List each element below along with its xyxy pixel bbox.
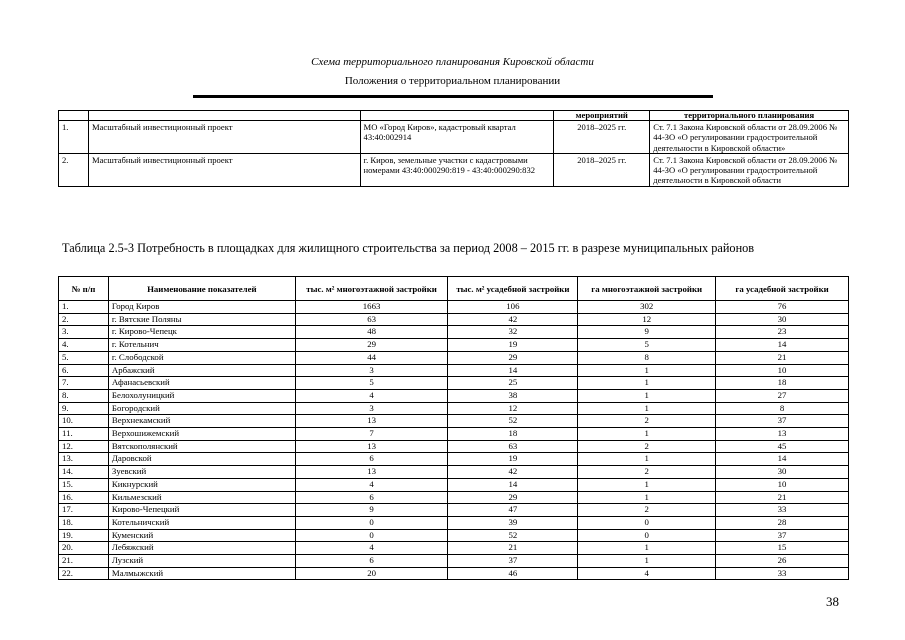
page-number: 38 xyxy=(826,594,839,609)
table-cell: 2 xyxy=(578,415,716,428)
table-cell: 23 xyxy=(716,326,849,339)
table-cell: 0 xyxy=(295,529,448,542)
table-cell: 3 xyxy=(295,402,448,415)
table-cell: 6 xyxy=(295,491,448,504)
table-cell: 1 xyxy=(578,364,716,377)
table-cell: 14 xyxy=(716,339,849,352)
table-cell: 30 xyxy=(716,466,849,479)
table-cell: Малмыжский xyxy=(108,567,295,580)
table-cell: 302 xyxy=(578,301,716,314)
table-row xyxy=(59,542,849,555)
table-cell: 38 xyxy=(448,389,578,402)
table-cell: 1 xyxy=(578,491,716,504)
table-cell: 18. xyxy=(59,516,109,529)
table-row xyxy=(59,504,849,517)
table-cell: 2 xyxy=(578,504,716,517)
table-row xyxy=(59,453,849,466)
table-cell: 15 xyxy=(716,542,849,555)
table-row xyxy=(59,428,849,441)
table-cell: 21 xyxy=(448,542,578,555)
table-cell: 14 xyxy=(448,478,578,491)
table-cell: Котельничский xyxy=(108,516,295,529)
table-cell: 19. xyxy=(59,529,109,542)
table-cell: 1 xyxy=(578,478,716,491)
table-cell: 22. xyxy=(59,567,109,580)
table-cell: 12. xyxy=(59,440,109,453)
table-cell: 37 xyxy=(448,555,578,568)
table-cell: 76 xyxy=(716,301,849,314)
measures-col-header xyxy=(88,111,360,121)
table-row xyxy=(59,402,849,415)
table-row xyxy=(59,351,849,364)
table-row xyxy=(59,377,849,390)
table-cell: 0 xyxy=(578,516,716,529)
table-caption: Таблица 2.5-3 Потребность в площадках для жилищного строительства за период 2008 – 2015 гг. в разрезе муниципальных районов xyxy=(62,241,755,255)
table-row xyxy=(59,466,849,479)
table-row xyxy=(59,529,849,542)
table-cell: Зуевский xyxy=(108,466,295,479)
col-header-multi-storey-ha: га многоэтажной застройки xyxy=(578,277,716,301)
table-cell: Лебяжский xyxy=(108,542,295,555)
table-row xyxy=(59,313,849,326)
table-cell: 13 xyxy=(716,428,849,441)
table-cell: 19 xyxy=(448,339,578,352)
table-cell: 47 xyxy=(448,504,578,517)
table-cell: 63 xyxy=(295,313,448,326)
table-cell: Афанасьевский xyxy=(108,377,295,390)
table-cell: 1 xyxy=(578,555,716,568)
table-cell: 0 xyxy=(578,529,716,542)
table-cell: 33 xyxy=(716,567,849,580)
table-cell: г. Котельнич xyxy=(108,339,295,352)
col-header-multi-storey-area: тыс. м² многоэтажной застройки xyxy=(295,277,448,301)
table-cell: 17. xyxy=(59,504,109,517)
table-cell: 7 xyxy=(295,428,448,441)
table-row xyxy=(59,440,849,453)
table-row xyxy=(59,339,849,352)
table-cell: 39 xyxy=(448,516,578,529)
table-cell: 8 xyxy=(716,402,849,415)
measures-col-header xyxy=(360,111,554,121)
table-cell: 52 xyxy=(448,529,578,542)
table-cell: Масштабный инвестиционный проект xyxy=(88,121,360,154)
table-cell: 13 xyxy=(295,415,448,428)
table-cell: Вятскополянский xyxy=(108,440,295,453)
table-row xyxy=(59,491,849,504)
table-row xyxy=(59,415,849,428)
table-cell: 4 xyxy=(295,478,448,491)
table-cell: Кирово-Чепецкий xyxy=(108,504,295,517)
table-cell: 16. xyxy=(59,491,109,504)
table-cell: Куменский xyxy=(108,529,295,542)
measures-col-header: мероприятий xyxy=(554,111,650,121)
table-row xyxy=(59,153,849,186)
table-cell: 2. xyxy=(59,153,89,186)
measures-table-header xyxy=(59,111,849,121)
table-cell: 1 xyxy=(578,428,716,441)
table-row xyxy=(59,301,849,314)
table-cell: 1. xyxy=(59,301,109,314)
table-cell: МО «Город Киров», кадастровый квартал 43:40:002914 xyxy=(360,121,554,154)
table-cell: 21. xyxy=(59,555,109,568)
table-cell: 0 xyxy=(295,516,448,529)
table-cell: 5 xyxy=(578,339,716,352)
table-cell: 2018–2025 гг. xyxy=(554,153,650,186)
table-cell: 4 xyxy=(295,542,448,555)
measures-table xyxy=(58,110,849,187)
table-cell: 42 xyxy=(448,466,578,479)
table-cell: 4 xyxy=(578,567,716,580)
table-cell: Верхошижемский xyxy=(108,428,295,441)
table-cell: 20 xyxy=(295,567,448,580)
col-header-number: № п/п xyxy=(59,277,109,301)
table-cell: 44 xyxy=(295,351,448,364)
table-cell: Город Киров xyxy=(108,301,295,314)
table-cell: 6. xyxy=(59,364,109,377)
table-cell: 10. xyxy=(59,415,109,428)
col-header-estate-ha: га усадебной застройки xyxy=(716,277,849,301)
table-cell: 1663 xyxy=(295,301,448,314)
table-cell: 13 xyxy=(295,440,448,453)
table-cell: 52 xyxy=(448,415,578,428)
table-cell: 6 xyxy=(295,555,448,568)
table-cell: 63 xyxy=(448,440,578,453)
table-cell: 9 xyxy=(578,326,716,339)
table-cell: Ст. 7.1 Закона Кировской области от 28.09.2006 № 44-ЗО «О регулировании градостроительной деятельности в Кировской области xyxy=(650,153,849,186)
housing-table-header xyxy=(59,277,849,301)
table-row xyxy=(59,516,849,529)
table-cell: 42 xyxy=(448,313,578,326)
table-cell: 18 xyxy=(448,428,578,441)
housing-sites-table xyxy=(58,276,849,580)
table-cell: Кикнурский xyxy=(108,478,295,491)
table-cell: 30 xyxy=(716,313,849,326)
table-cell: Ст. 7.1 Закона Кировской области от 28.09.2006 № 44-ЗО «О регулировании градостроительной деятельности в Кировской области» xyxy=(650,121,849,154)
table-cell: Масштабный инвестиционный проект xyxy=(88,153,360,186)
table-cell: 3. xyxy=(59,326,109,339)
table-cell: 25 xyxy=(448,377,578,390)
table-cell: 4. xyxy=(59,339,109,352)
table-cell: 37 xyxy=(716,415,849,428)
table-cell: 3 xyxy=(295,364,448,377)
table-cell: 2. xyxy=(59,313,109,326)
page-header-title: Схема территориального планирования Кировской области xyxy=(311,56,594,68)
col-header-estate-area: тыс. м² усадебной застройки xyxy=(448,277,578,301)
table-cell: 1 xyxy=(578,542,716,555)
table-cell: 29 xyxy=(295,339,448,352)
table-cell: 13. xyxy=(59,453,109,466)
table-cell: Лузский xyxy=(108,555,295,568)
table-cell: 7. xyxy=(59,377,109,390)
table-cell: г. Вятские Поляны xyxy=(108,313,295,326)
table-cell: Белохолуницкий xyxy=(108,389,295,402)
table-cell: 8 xyxy=(578,351,716,364)
table-cell: 20. xyxy=(59,542,109,555)
table-cell: Богородский xyxy=(108,402,295,415)
table-row xyxy=(59,121,849,154)
table-cell: 8. xyxy=(59,389,109,402)
table-cell: г. Киров, земельные участки с кадастровыми номерами 43:40:000290:819 - 43:40:000290:832 xyxy=(360,153,554,186)
table-cell: 9. xyxy=(59,402,109,415)
table-row xyxy=(59,389,849,402)
table-cell: 29 xyxy=(448,491,578,504)
table-cell: 4 xyxy=(295,389,448,402)
table-cell: 28 xyxy=(716,516,849,529)
table-cell: 48 xyxy=(295,326,448,339)
table-cell: 13 xyxy=(295,466,448,479)
table-row xyxy=(59,478,849,491)
table-cell: 14 xyxy=(716,453,849,466)
table-cell: 26 xyxy=(716,555,849,568)
page-header-subtitle: Положения о территориальном планировании xyxy=(344,75,561,87)
table-cell: г. Кирово-Чепецк xyxy=(108,326,295,339)
table-cell: 14 xyxy=(448,364,578,377)
table-cell: 9 xyxy=(295,504,448,517)
table-cell: 6 xyxy=(295,453,448,466)
table-cell: 21 xyxy=(716,351,849,364)
table-row xyxy=(59,567,849,580)
table-cell: Арбажский xyxy=(108,364,295,377)
table-cell: 45 xyxy=(716,440,849,453)
table-cell: 1 xyxy=(578,453,716,466)
table-cell: 18 xyxy=(716,377,849,390)
table-cell: 19 xyxy=(448,453,578,466)
table-row xyxy=(59,555,849,568)
table-cell: 46 xyxy=(448,567,578,580)
table-cell: 106 xyxy=(448,301,578,314)
table-cell: 5 xyxy=(295,377,448,390)
table-row xyxy=(59,364,849,377)
table-cell: 15. xyxy=(59,478,109,491)
measures-col-header xyxy=(59,111,89,121)
table-cell: 1 xyxy=(578,402,716,415)
table-cell: Кильмезский xyxy=(108,491,295,504)
table-cell: 1 xyxy=(578,377,716,390)
table-cell: 12 xyxy=(448,402,578,415)
table-cell: 11. xyxy=(59,428,109,441)
table-cell: 2018–2025 гг. xyxy=(554,121,650,154)
table-cell: 5. xyxy=(59,351,109,364)
table-cell: Верхнекамский xyxy=(108,415,295,428)
header-rule xyxy=(193,95,713,98)
table-cell: 1 xyxy=(578,389,716,402)
table-cell: 37 xyxy=(716,529,849,542)
table-cell: Даровской xyxy=(108,453,295,466)
col-header-name: Наименование показателей xyxy=(108,277,295,301)
table-cell: 27 xyxy=(716,389,849,402)
table-cell: 2 xyxy=(578,466,716,479)
table-cell: 10 xyxy=(716,478,849,491)
table-cell: 33 xyxy=(716,504,849,517)
table-cell: г. Слободской xyxy=(108,351,295,364)
table-cell: 14. xyxy=(59,466,109,479)
measures-col-header: территориального планирования xyxy=(650,111,849,121)
table-row xyxy=(59,326,849,339)
table-cell: 29 xyxy=(448,351,578,364)
table-cell: 12 xyxy=(578,313,716,326)
table-cell: 1. xyxy=(59,121,89,154)
table-cell: 2 xyxy=(578,440,716,453)
table-cell: 10 xyxy=(716,364,849,377)
table-cell: 21 xyxy=(716,491,849,504)
table-cell: 32 xyxy=(448,326,578,339)
